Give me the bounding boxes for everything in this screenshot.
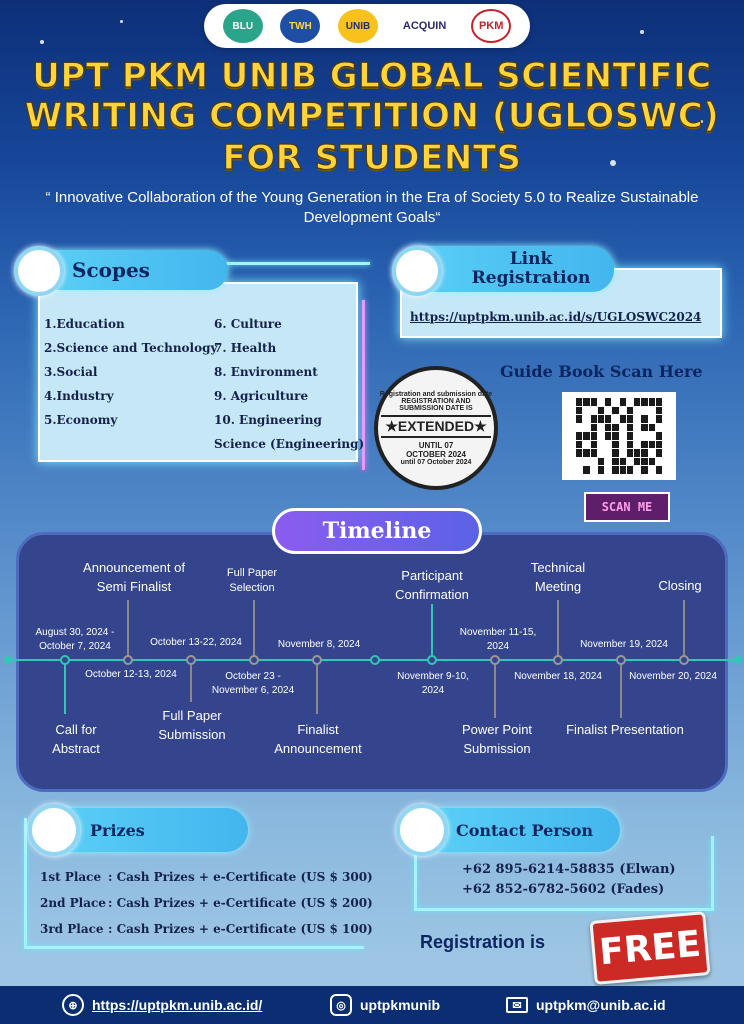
qr-module xyxy=(605,424,611,432)
qr-module xyxy=(612,449,618,457)
qr-module xyxy=(656,458,662,466)
timeline-node xyxy=(553,655,563,665)
qr-module xyxy=(627,432,633,440)
qr-module xyxy=(576,398,582,406)
footer-email[interactable] xyxy=(506,997,666,1013)
timeline-tick xyxy=(316,662,318,714)
free-badge: FREE xyxy=(589,911,710,985)
qr-module xyxy=(583,398,589,406)
subtitle: “ Innovative Collaboration of the Young Generation in the Era of Society 5.0 to Realize Sustainable Development Goals“ xyxy=(45,189,699,226)
prize-place: 2nd Place xyxy=(40,896,106,910)
qr-module xyxy=(656,407,662,415)
qr-module xyxy=(598,398,604,406)
logo-bar xyxy=(204,4,530,48)
qr-module xyxy=(591,432,597,440)
star-decoration xyxy=(120,20,123,23)
qr-module xyxy=(649,441,655,449)
qr-module xyxy=(583,449,589,457)
qr-module xyxy=(656,441,662,449)
qr-module xyxy=(576,424,582,432)
list-item: 7. Health xyxy=(214,341,277,355)
qr-module xyxy=(656,398,662,406)
timeline-participant-confirmation: Participant Confirmation xyxy=(395,568,469,602)
list-item: 3.Social xyxy=(44,365,98,379)
registration-title-line-2: Registration xyxy=(471,268,591,288)
prize-place: 1st Place xyxy=(40,870,102,884)
timeline-tick xyxy=(683,600,685,656)
qr-module xyxy=(576,415,582,423)
registration-circle-icon xyxy=(392,246,442,296)
qr-module xyxy=(612,458,618,466)
qr-module xyxy=(641,398,647,406)
timeline-date: November 9-10, 2024 xyxy=(397,671,469,696)
stamp-ring-top: Registration and submission date xyxy=(379,390,493,398)
qr-module xyxy=(591,441,597,449)
unib-logo-icon: UNIB xyxy=(338,9,378,43)
qr-module xyxy=(627,449,633,457)
timeline-full-paper-selection: Full Paper Selection xyxy=(226,567,278,594)
qr-module xyxy=(583,458,589,466)
qr-module xyxy=(641,458,647,466)
timeline-node xyxy=(249,655,259,665)
qr-module xyxy=(598,424,604,432)
qr-module xyxy=(649,458,655,466)
timeline-node xyxy=(312,655,322,665)
page-title-line-3: FOR STUDENTS xyxy=(222,138,522,178)
qr-module xyxy=(583,466,589,474)
scopes-list-right xyxy=(214,312,364,456)
stamp-until: UNTIL 07 xyxy=(418,440,454,450)
page-title-line-1: UPT PKM UNIB GLOBAL SCIENTIFIC xyxy=(32,56,712,96)
qr-module xyxy=(620,415,626,423)
timeline-tick xyxy=(494,662,496,718)
footer-email-address[interactable]: uptpkm@unib.ac.id xyxy=(536,997,666,1013)
timeline-tick xyxy=(190,662,192,702)
timeline-node xyxy=(370,655,380,665)
qr-module xyxy=(583,441,589,449)
qr-module xyxy=(576,407,582,415)
timeline-axis-start xyxy=(4,656,12,664)
qr-module xyxy=(649,466,655,474)
qr-module xyxy=(576,449,582,457)
qr-module xyxy=(627,441,633,449)
timeline-node xyxy=(186,655,196,665)
timeline-tick xyxy=(620,662,622,718)
timeline-announce-semi: Announcement of Semi Finalist xyxy=(83,560,185,594)
qr-module xyxy=(576,432,582,440)
stamp-extended: ★EXTENDED★ xyxy=(381,415,490,438)
qr-module xyxy=(620,432,626,440)
qr-module xyxy=(620,398,626,406)
timeline-node xyxy=(427,655,437,665)
timeline-date: November 19, 2024 xyxy=(580,639,668,650)
qr-module xyxy=(627,458,633,466)
qr-module xyxy=(576,458,582,466)
prizes-title: Prizes xyxy=(42,808,248,852)
neon-line xyxy=(24,818,27,948)
globe-icon: ⊕ xyxy=(62,994,84,1016)
timeline-date: November 11-15, 2024 xyxy=(459,627,537,652)
footer-website[interactable] xyxy=(62,994,262,1016)
qr-module xyxy=(620,441,626,449)
list-item: 6. Culture xyxy=(214,317,282,331)
list-item: 8. Environment xyxy=(214,365,318,379)
scopes-title: Scopes xyxy=(38,250,228,290)
footer-instagram-handle[interactable]: uptpkmunib xyxy=(360,997,441,1013)
qr-module xyxy=(576,466,582,474)
timeline-node xyxy=(616,655,626,665)
qr-module xyxy=(605,398,611,406)
qr-module xyxy=(591,449,597,457)
timeline-date: August 30, 2024 - October 7, 2024 xyxy=(35,627,115,652)
contact-phone[interactable]: +62 895-6214-58835 (Elwan) xyxy=(462,862,676,877)
qr-module xyxy=(649,407,655,415)
timeline-tick xyxy=(64,662,66,714)
qr-module xyxy=(649,398,655,406)
qr-module xyxy=(583,432,589,440)
timeline-node xyxy=(123,655,133,665)
timeline-date: October 23 - November 6, 2024 xyxy=(211,671,295,696)
kemendikbud-logo-icon: TWH xyxy=(280,9,320,43)
qr-module xyxy=(605,466,611,474)
neon-line xyxy=(711,836,714,910)
qr-module xyxy=(605,432,611,440)
qr-module xyxy=(612,398,618,406)
timeline-node xyxy=(679,655,689,665)
qr-module xyxy=(598,407,604,415)
qr-module xyxy=(641,466,647,474)
guide-book-title: Guide Book Scan Here xyxy=(500,362,703,381)
contact-list xyxy=(462,860,676,900)
contact-circle-icon xyxy=(396,804,448,856)
qr-module xyxy=(634,466,640,474)
qr-module xyxy=(627,466,633,474)
timeline-node xyxy=(60,655,70,665)
qr-module xyxy=(634,398,640,406)
stamp-inner-text: REGISTRATION AND SUBMISSION DATE IS xyxy=(399,397,473,412)
qr-module xyxy=(591,466,597,474)
qr-module xyxy=(612,441,618,449)
prizes-circle-icon xyxy=(28,804,80,856)
timeline-power-point-submission: Power Point Submission xyxy=(461,722,533,756)
timeline-date: November 20, 2024 xyxy=(629,671,717,682)
footer-website-link[interactable]: https://uptpkm.unib.ac.id/ xyxy=(92,997,263,1013)
qr-module xyxy=(620,449,626,457)
timeline-call-abstract: Call for Abstract xyxy=(52,722,100,756)
qr-module xyxy=(612,407,618,415)
qr-module xyxy=(591,424,597,432)
qr-module xyxy=(583,424,589,432)
qr-module xyxy=(591,398,597,406)
list-item: 5.Economy xyxy=(44,413,118,427)
pkm-logo-icon: PKM xyxy=(471,9,511,43)
timeline-tick xyxy=(253,600,255,656)
qr-module xyxy=(634,424,640,432)
footer xyxy=(0,986,744,1024)
qr-module xyxy=(583,415,589,423)
qr-module xyxy=(627,424,633,432)
qr-module xyxy=(649,424,655,432)
extended-stamp xyxy=(374,366,498,490)
qr-module xyxy=(641,432,647,440)
qr-module xyxy=(598,415,604,423)
qr-module xyxy=(656,466,662,474)
registration-free-label: Registration is xyxy=(420,932,546,952)
qr-module xyxy=(605,407,611,415)
qr-module xyxy=(649,415,655,423)
qr-module xyxy=(598,449,604,457)
prize-row-2 xyxy=(40,890,373,916)
instagram-icon: ◎ xyxy=(330,994,352,1016)
timeline-full-paper-submission: Full Paper Submission xyxy=(158,708,226,742)
qr-module xyxy=(656,432,662,440)
qr-code-icon[interactable] xyxy=(562,392,676,480)
prize-row-1 xyxy=(40,864,373,890)
qr-module xyxy=(605,449,611,457)
qr-module xyxy=(627,407,633,415)
qr-module xyxy=(598,432,604,440)
qr-module xyxy=(634,441,640,449)
stamp-date: OCTOBER 2024 xyxy=(406,449,466,459)
list-item: 2.Science and Technology xyxy=(44,341,218,355)
qr-module xyxy=(612,415,618,423)
list-item: 10. Engineering xyxy=(214,413,322,427)
scopes-list-left xyxy=(44,312,217,432)
timeline-finalist-announcement: Finalist Announcement xyxy=(274,722,362,756)
prize-desc: : Cash Prizes + e-Certificate (US $ 100) xyxy=(108,922,373,936)
qr-module xyxy=(583,407,589,415)
mail-icon: ✉ xyxy=(506,997,528,1013)
contact-phone[interactable]: +62 852-6782-5602 (Fades) xyxy=(462,882,665,897)
timeline-date: November 18, 2024 xyxy=(514,671,602,682)
qr-module xyxy=(634,458,640,466)
timeline-technical-meeting: Technical Meeting xyxy=(530,560,586,594)
timeline-axis-end xyxy=(734,656,742,664)
qr-module xyxy=(641,424,647,432)
contact-title: Contact Person xyxy=(420,808,620,852)
neon-line xyxy=(24,946,364,949)
scopes-circle-icon xyxy=(14,246,64,296)
timeline-title: Timeline xyxy=(272,508,482,554)
qr-module xyxy=(649,449,655,457)
star-decoration xyxy=(640,30,644,34)
qr-module xyxy=(620,407,626,415)
timeline-date: October 13-22, 2024 xyxy=(150,637,242,648)
timeline-finalist-presentation: Finalist Presentation xyxy=(566,722,684,737)
qr-module xyxy=(612,466,618,474)
timeline-tick xyxy=(557,600,559,656)
qr-module xyxy=(591,415,597,423)
qr-module xyxy=(634,449,640,457)
qr-module xyxy=(612,432,618,440)
qr-module xyxy=(656,424,662,432)
neon-line xyxy=(414,908,714,911)
qr-module xyxy=(605,441,611,449)
registration-link[interactable]: https://uptpkm.unib.ac.id/s/UGLOSWC2024 xyxy=(410,310,702,324)
qr-module xyxy=(591,458,597,466)
timeline-closing: Closing xyxy=(658,578,702,593)
prize-desc: : Cash Prizes + e-Certificate (US $ 300) xyxy=(108,870,373,884)
qr-module xyxy=(649,432,655,440)
registration-title-line-1: Link xyxy=(509,249,553,269)
qr-module xyxy=(627,415,633,423)
qr-module xyxy=(634,407,640,415)
list-item: 4.Industry xyxy=(44,389,114,403)
qr-module xyxy=(641,449,647,457)
list-item: 1.Education xyxy=(44,317,125,331)
timeline-node xyxy=(490,655,500,665)
prizes-list xyxy=(40,864,373,942)
qr-module xyxy=(641,407,647,415)
blu-logo-icon: BLU xyxy=(223,9,263,43)
timeline-tick xyxy=(431,604,433,656)
scan-me-label: SCAN ME xyxy=(584,492,670,522)
prize-place: 3rd Place xyxy=(40,922,104,936)
prize-desc: : Cash Prizes + e-Certificate (US $ 200) xyxy=(108,896,373,910)
qr-module xyxy=(620,424,626,432)
qr-module xyxy=(641,441,647,449)
qr-module xyxy=(598,466,604,474)
qr-module xyxy=(598,441,604,449)
acquin-logo-icon: ACQUIN xyxy=(396,9,454,43)
qr-module xyxy=(627,398,633,406)
prize-row-3 xyxy=(40,916,373,942)
star-decoration xyxy=(40,40,44,44)
qr-module xyxy=(656,415,662,423)
qr-module xyxy=(598,458,604,466)
footer-instagram[interactable] xyxy=(330,994,440,1016)
timeline-date: October 12-13, 2024 xyxy=(85,669,177,680)
page-title-line-2: WRITING COMPETITION (UGLOSWC) xyxy=(24,96,720,136)
qr-module xyxy=(620,458,626,466)
qr-module xyxy=(605,458,611,466)
qr-module xyxy=(605,415,611,423)
timeline-date: November 8, 2024 xyxy=(277,639,361,650)
timeline-tick xyxy=(127,600,129,656)
qr-module xyxy=(634,432,640,440)
qr-module xyxy=(634,415,640,423)
qr-module xyxy=(620,466,626,474)
qr-module xyxy=(612,424,618,432)
list-item: Science (Engineering) xyxy=(214,437,365,451)
qr-module xyxy=(641,415,647,423)
qr-module xyxy=(576,441,582,449)
qr-module xyxy=(591,407,597,415)
qr-module xyxy=(656,449,662,457)
list-item: 9. Agriculture xyxy=(214,389,309,403)
stamp-ring-bottom: until 07 October 2024 xyxy=(400,458,472,466)
